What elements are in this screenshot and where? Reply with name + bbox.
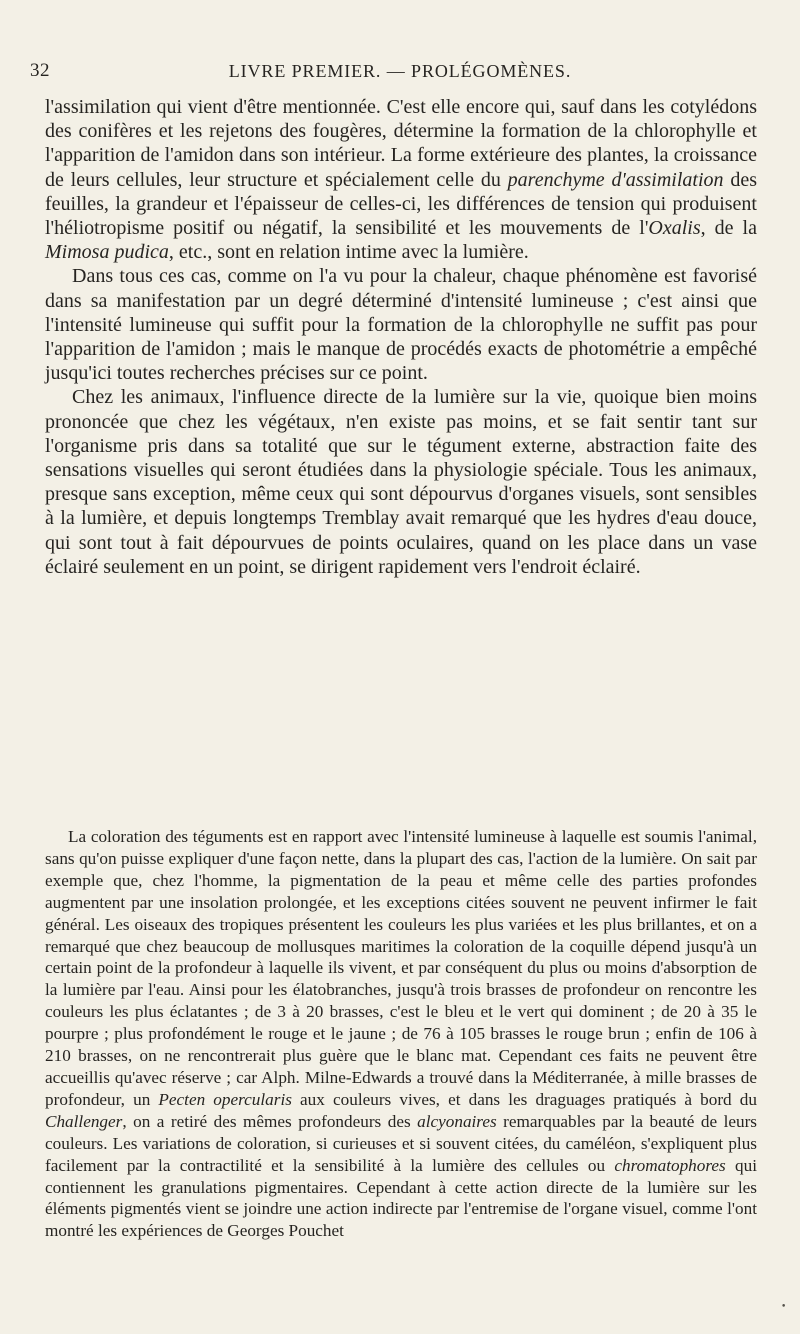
- stray-print-mark: •: [781, 1302, 787, 1312]
- italic-term-oxalis: Oxalis: [648, 217, 701, 240]
- main-paragraph-1: [45, 95, 757, 264]
- running-head: LIVRE PREMIER. — PROLÉGOMÈNES.: [228, 61, 572, 81]
- italic-term-alcyonaires: alcyonaires: [417, 1111, 497, 1131]
- small-print-text-b: aux couleurs vives, et dans les draguages pratiqués à bord du: [291, 1089, 757, 1109]
- small-print-text-c: , on a retiré des mêmes profondeurs des: [122, 1111, 418, 1131]
- small-print-text-a: La coloration des téguments est en rapport avec l'intensité lumineuse à laquelle est soumis l'animal, sans qu'on puisse expliquer d'une façon nette, dans la plupart des cas, l'action de la lumière. On sait par exemple que, chez l'homme, la pigmentation de la peau et même celle des parties profondes augmentent par une insolation prolongée, et les exceptions citées souvent ne peuvent infirmer le fait général. Les oiseaux des tropiques présentent les couleurs les plus variées et les plus brillantes, et on a remarqué que chez beaucoup de mollusques maritimes la coloration de la coquille dépend jusqu'à un certain point de la profondeur à laquelle ils vivent, et par conséquent du plus ou moins d'absorption de la lumière par l'eau. Ainsi pour les élatobranches, jusqu'à trois brasses de profondeur on rencontre les couleurs les plus éclatantes ; de 3 à 20 brasses, c'est le bleu et le vert qui dominent ; de 20 à 35 le pourpre ; plus profondément le rouge et le jaune ; de 76 à 105 brasses le rouge brun ; enfin de 106 à 210 brasses, on ne rencontrerait plus guère que le blanc mat. Cependant ces faits ne peuvent être accueillis qu'avec réserve ; car Alph. Milne-Edwards a trouvé dans la Méditerranée, à mille brasses de profondeur, un: [45, 827, 757, 1109]
- page-header: [30, 60, 770, 88]
- italic-term-chromatophores: chromatophores: [614, 1155, 726, 1175]
- small-print-block: [45, 826, 757, 1242]
- main-paragraph-1-text-d: , etc., sont en relation intime avec la lumière.: [168, 241, 529, 264]
- main-paragraph-3: Chez les animaux, l'influence directe de la lumière sur la vie, quoique bien moins prononcée que chez les végétaux, n'en existe pas moins, et se fait sentir tant sur l'organisme pris dans sa totalité que sur le tégument externe, abstraction faite des sensations visuelles qui seront étudiées dans la physiologie spéciale. Tous les animaux, presque sans exception, même ceux qui sont dépourvus d'organes visuels, sont sensibles à la lumière, et depuis longtemps Tremblay avait remarqué que les hydres d'eau douce, qui sont tout à fait dépourvues de points oculaires, quand on les place dans un vase éclairé seulement en un point, se dirigent rapidement vers l'endroit éclairé.: [45, 386, 757, 578]
- italic-term-challenger: Challenger: [45, 1111, 123, 1131]
- italic-term-pecten: Pecten opercularis: [158, 1089, 292, 1109]
- main-paragraph-1-text-a: l'assimilation qui vient d'être mentionnée. C'est elle encore qui, sauf dans les cotylédons des conifères et les rejetons des fougères, détermine la formation de la chlorophylle et l'apparition de l'amidon dans son intérieur. La forme extérieure des plantes, la croissance de leurs cellules, leur structure et spécialement celle du: [45, 96, 757, 191]
- small-print-text-d: remarquables par la beauté de leurs couleurs. Les variations de coloration, si curieuses et si souvent citées, du caméléon, s'expliquent plus facilement par la contractilité et la sensibilité à la lumière des cellules ou: [45, 1111, 757, 1175]
- main-paragraph-1-text-b: des feuilles, la grandeur et l'épaisseur de celles-ci, les différences de tension qui produisent l'héliotropisme positif ou négatif, la sensibilité et les mouvements de l': [45, 168, 758, 240]
- small-print-text-e: qui contiennent les granulations pigmentaires. Cependant à cette action directe de la lumière sur les éléments pigmentés vient se joindre une action indirecte par l'entremise de l'organe visuel, comme l'ont montré les expériences de Georges Pouchet: [45, 1155, 757, 1241]
- main-text-block: [45, 95, 757, 579]
- main-paragraph-2: Dans tous ces cas, comme on l'a vu pour la chaleur, chaque phénomène est favorisé dans sa manifestation par un degré déterminé d'intensité lumineuse ; c'est ainsi que l'intensité lumineuse qui suffit pour la formation de la chlorophylle ne suffit pas pour l'apparition de l'amidon ; mais le manque de procédés exacts de photométrie a empêché jusqu'ici toutes recherches précises sur ce point.: [45, 265, 757, 385]
- italic-term-mimosa: Mimosa pudica: [45, 241, 169, 264]
- italic-term-parenchyme: parenchyme d'assimilation: [507, 168, 724, 191]
- small-print-paragraph: [45, 826, 757, 1242]
- main-paragraph-1-text-c: , de la: [700, 217, 757, 240]
- page-number: 32: [30, 60, 50, 81]
